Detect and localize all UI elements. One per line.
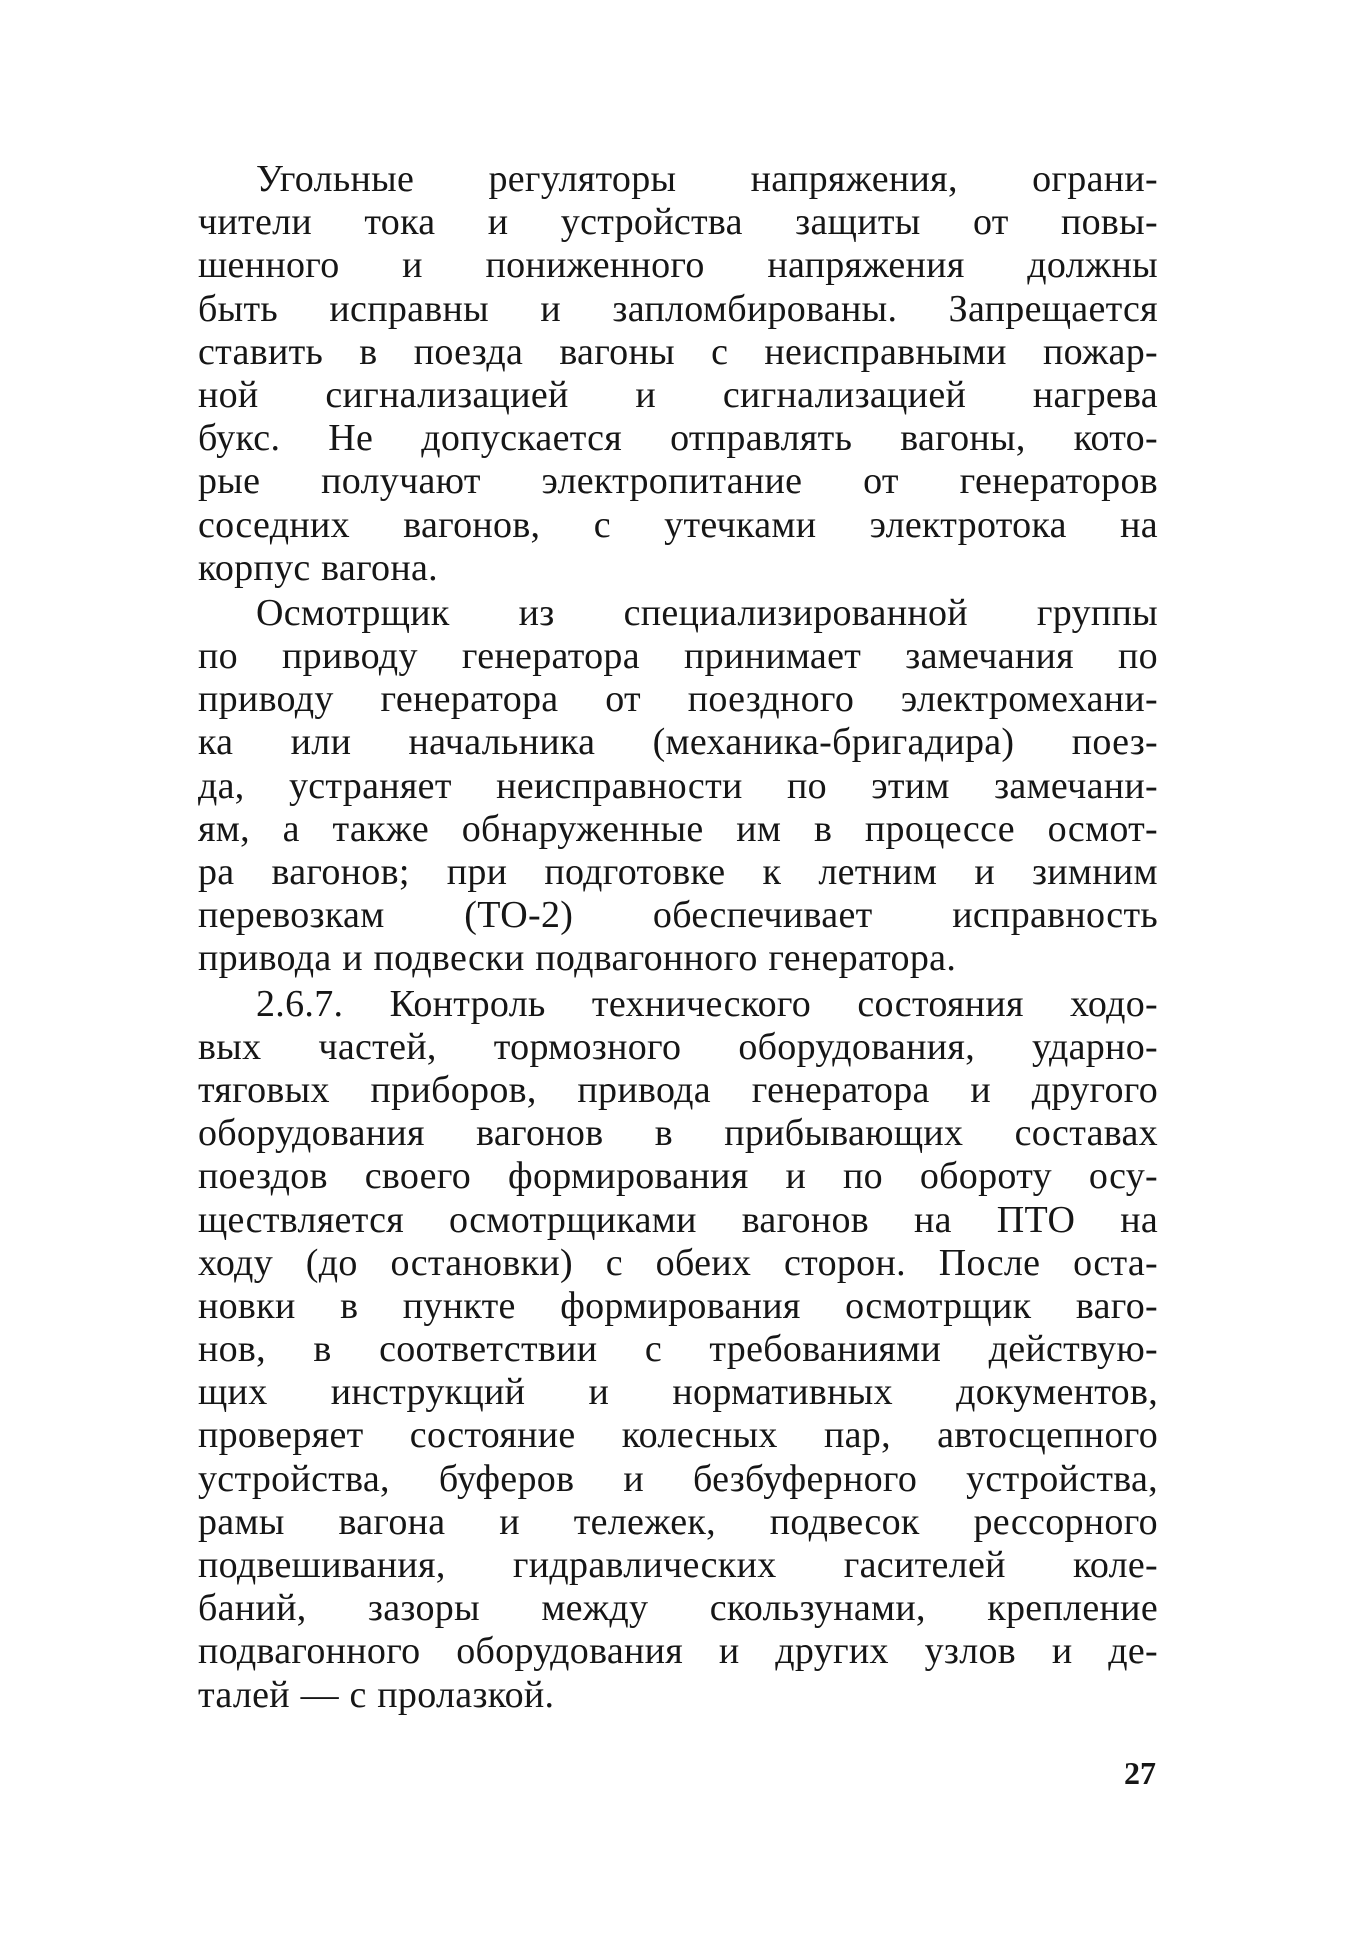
word: и xyxy=(540,287,562,330)
text-line xyxy=(198,894,1158,937)
word: с xyxy=(349,1673,367,1716)
word: вагонов, xyxy=(403,503,541,546)
word: приводу xyxy=(282,635,418,678)
word: щих xyxy=(198,1371,268,1414)
word: перевозкам xyxy=(198,894,385,937)
word: тормозного xyxy=(493,1025,682,1068)
word: нагрева xyxy=(1032,373,1158,416)
word: и xyxy=(342,937,363,980)
word: рые xyxy=(198,460,261,503)
word: подготовке xyxy=(544,851,726,893)
word: исправны xyxy=(329,287,490,330)
word: других xyxy=(775,1630,889,1673)
word: ям, xyxy=(198,807,250,850)
word: напряжения xyxy=(767,244,965,287)
word: или xyxy=(290,721,352,764)
word: пункте xyxy=(402,1284,516,1327)
word: в xyxy=(340,1284,359,1327)
word: пролазкой. xyxy=(377,1673,555,1716)
word: и xyxy=(588,1371,610,1414)
word: вагонов xyxy=(741,1198,870,1241)
word: от xyxy=(972,201,1009,244)
word: оборудования, xyxy=(738,1025,975,1068)
word: ходу xyxy=(198,1241,273,1284)
word: от xyxy=(605,678,641,721)
word: тока xyxy=(364,201,436,244)
paragraph xyxy=(198,158,1158,590)
word: повы- xyxy=(1061,201,1158,244)
text-line xyxy=(198,547,1158,590)
word: соответствии xyxy=(379,1328,598,1371)
text-line xyxy=(198,765,1158,808)
word: баний, xyxy=(198,1587,307,1630)
text-line xyxy=(198,1112,1158,1155)
word: осу- xyxy=(1088,1155,1158,1198)
word: тележек, xyxy=(573,1500,716,1543)
word: неисправными xyxy=(764,330,1007,373)
text-line xyxy=(198,288,1158,331)
word: частей, xyxy=(318,1025,437,1068)
word: и xyxy=(487,201,509,244)
text-line xyxy=(198,374,1158,417)
text-line xyxy=(198,1328,1158,1371)
paragraph xyxy=(198,592,1158,981)
word: автосцепного xyxy=(937,1414,1158,1457)
word: в xyxy=(313,1328,332,1371)
word: тяговых xyxy=(198,1068,330,1111)
text-line xyxy=(198,1544,1158,1587)
word: по xyxy=(198,635,238,678)
word: замечани- xyxy=(994,764,1158,807)
word: устраняет xyxy=(288,764,452,807)
word: и xyxy=(785,1155,807,1198)
word: в xyxy=(359,330,378,373)
word: на xyxy=(913,1198,952,1241)
word: ществляется xyxy=(198,1198,405,1241)
word: Контроль xyxy=(389,982,546,1025)
word: крепление xyxy=(987,1587,1158,1630)
word: в xyxy=(654,1112,673,1155)
text-line xyxy=(198,331,1158,374)
word: генератора xyxy=(461,635,640,678)
word: поездного xyxy=(687,678,855,721)
word: начальника xyxy=(408,721,596,764)
word: по xyxy=(843,1155,883,1198)
word: напряжения, xyxy=(750,158,958,200)
word: безбуферного xyxy=(692,1457,918,1500)
text-line xyxy=(198,1242,1158,1285)
word: осмотрщиками xyxy=(448,1198,697,1241)
word: вых xyxy=(198,1025,262,1068)
word: поез- xyxy=(1071,721,1158,764)
word: де- xyxy=(1108,1630,1158,1673)
word: формирования xyxy=(560,1284,801,1327)
text-line xyxy=(198,504,1158,547)
word: при xyxy=(446,851,508,893)
word: ударно- xyxy=(1032,1025,1158,1068)
word: действую- xyxy=(988,1328,1158,1371)
text-line xyxy=(198,1630,1158,1673)
word: поезда xyxy=(413,330,524,373)
text-line xyxy=(198,937,1158,980)
word: с xyxy=(644,1328,662,1371)
word: буферов xyxy=(438,1457,575,1500)
word: подвагонного xyxy=(535,937,758,980)
word: обнаруженные xyxy=(461,807,704,850)
word: обороту xyxy=(919,1155,1052,1198)
text-line xyxy=(198,1501,1158,1544)
word: устройства, xyxy=(966,1457,1158,1500)
word: подвесок xyxy=(769,1500,920,1543)
text-line xyxy=(198,1199,1158,1242)
word: неисправности xyxy=(496,764,743,807)
word: Осмотрщик xyxy=(256,591,450,634)
word: с xyxy=(711,330,729,373)
word: отправлять xyxy=(670,417,853,460)
word: — xyxy=(300,1673,339,1716)
word: вагона xyxy=(338,1500,446,1543)
word: коле- xyxy=(1072,1544,1158,1586)
word: а xyxy=(282,807,300,850)
word: на xyxy=(1120,1198,1158,1241)
word: по xyxy=(1118,635,1158,678)
word: приборов, xyxy=(370,1068,537,1111)
word: пониженного xyxy=(485,244,705,287)
word: Не xyxy=(328,417,374,460)
word: колесных xyxy=(621,1414,778,1457)
word: по xyxy=(786,764,827,807)
text-line xyxy=(198,1285,1158,1328)
word: из xyxy=(518,591,555,634)
text-line xyxy=(198,1414,1158,1457)
word: составах xyxy=(1014,1112,1158,1155)
text-line xyxy=(198,201,1158,244)
word: подвагонного xyxy=(198,1630,421,1673)
word: защиты xyxy=(795,201,921,244)
text-line xyxy=(198,417,1158,460)
text-line xyxy=(198,678,1158,721)
word: проверяет xyxy=(198,1414,364,1457)
word: осмот- xyxy=(1047,807,1158,850)
text-line xyxy=(198,1371,1158,1414)
word: сторон. xyxy=(784,1241,906,1284)
text-line xyxy=(198,721,1158,764)
word: и xyxy=(1051,1630,1073,1673)
word: нов, xyxy=(198,1328,266,1371)
word: в xyxy=(813,807,833,850)
word: пожар- xyxy=(1042,330,1158,373)
word: поездов xyxy=(198,1155,328,1198)
word: корпус xyxy=(198,546,311,589)
word: скользунами, xyxy=(709,1587,926,1630)
word: новки xyxy=(198,1284,296,1327)
word: устройства xyxy=(560,201,743,244)
word: ра xyxy=(198,851,235,893)
word: соседних xyxy=(198,503,350,546)
word: своего xyxy=(364,1155,472,1198)
word: ной xyxy=(198,373,259,416)
text-line xyxy=(198,244,1158,287)
word: Угольные xyxy=(256,158,415,200)
word: принимает xyxy=(683,635,862,678)
word: и xyxy=(970,1068,992,1111)
word: и xyxy=(402,244,423,287)
word: 2.6.7. xyxy=(256,982,344,1025)
word: узлов xyxy=(924,1630,1017,1673)
word: электромехани- xyxy=(900,678,1158,721)
word: чители xyxy=(198,201,313,244)
word: и xyxy=(718,1630,740,1673)
word: генератора xyxy=(751,1068,930,1111)
word: между xyxy=(541,1587,649,1630)
word: им xyxy=(736,807,782,850)
word: ка xyxy=(198,721,234,764)
word: приводу xyxy=(198,678,334,721)
word: другого xyxy=(1031,1068,1158,1111)
word: этим xyxy=(871,764,950,807)
word: привода xyxy=(198,937,332,980)
word: электропитание xyxy=(541,460,803,503)
word: подвески xyxy=(373,937,525,980)
word: вагона. xyxy=(321,546,438,589)
text-line xyxy=(198,158,1158,201)
word: и xyxy=(623,1457,644,1500)
word: Запрещается xyxy=(948,287,1158,330)
word: исправность xyxy=(952,894,1158,937)
body-text xyxy=(198,158,1158,1717)
word: подвешивания, xyxy=(198,1544,446,1586)
word: обеих xyxy=(655,1241,752,1284)
word: вагоны, xyxy=(900,417,1026,460)
word: специализированной xyxy=(623,591,968,634)
word: обеспечивает xyxy=(652,894,873,937)
word: букс. xyxy=(198,417,281,460)
word: также xyxy=(332,807,430,850)
text-line xyxy=(198,1069,1158,1112)
word: гидравлических xyxy=(512,1544,777,1586)
word: генератора. xyxy=(768,937,957,980)
word: ставить xyxy=(198,330,324,373)
page-number: 27 xyxy=(1124,1755,1156,1791)
word: к xyxy=(762,851,782,893)
word: состояние xyxy=(409,1414,576,1457)
text-line xyxy=(198,1155,1158,1198)
word: быть xyxy=(198,287,279,330)
word: инструкций xyxy=(330,1371,526,1414)
word: рессорного xyxy=(973,1500,1158,1543)
word: рамы xyxy=(198,1500,285,1543)
word: процессе xyxy=(864,807,1015,850)
word: требованиями xyxy=(709,1328,942,1371)
word: от xyxy=(863,460,899,503)
word: летним xyxy=(818,851,938,893)
word: гасителей xyxy=(843,1544,1006,1586)
word: генераторов xyxy=(959,460,1158,503)
word: допускается xyxy=(421,417,623,460)
word: После xyxy=(938,1241,1041,1284)
word: с xyxy=(593,503,611,546)
paragraph xyxy=(198,983,1158,1717)
word: запломбированы. xyxy=(612,287,898,330)
word: состояния xyxy=(857,982,1024,1025)
word: вагонов xyxy=(476,1112,604,1155)
word: сигнализацией xyxy=(722,373,967,416)
word: кото- xyxy=(1073,417,1158,460)
text-line xyxy=(198,1587,1158,1630)
word: группы xyxy=(1036,591,1158,634)
word: ограни- xyxy=(1032,158,1158,200)
word: зазоры xyxy=(367,1587,480,1630)
word: сигнализацией xyxy=(325,373,569,416)
text-line xyxy=(198,460,1158,503)
word: (механика-бригадира) xyxy=(652,721,1015,764)
word: регуляторы xyxy=(488,158,677,200)
word: и xyxy=(974,851,995,893)
word: ваго- xyxy=(1075,1284,1158,1327)
word: оборудования xyxy=(198,1112,425,1155)
word: вагоны xyxy=(559,330,675,373)
text-line xyxy=(198,1026,1158,1069)
word: получают xyxy=(321,460,481,503)
word: привода xyxy=(577,1068,711,1111)
word: должны xyxy=(1027,244,1158,287)
text-line xyxy=(198,851,1158,894)
word: документов, xyxy=(956,1371,1158,1414)
word: ПТО xyxy=(996,1198,1076,1241)
word: электротока xyxy=(869,503,1067,546)
text-line xyxy=(198,1458,1158,1501)
word: технического xyxy=(591,982,812,1025)
text-line xyxy=(198,1674,1158,1717)
word: пар, xyxy=(823,1414,891,1457)
word: на xyxy=(1120,503,1158,546)
word: остановки) xyxy=(390,1241,573,1284)
word: зимним xyxy=(1031,851,1158,893)
word: и xyxy=(499,1500,520,1543)
word: (ТО-2) xyxy=(464,894,574,937)
word: (до xyxy=(305,1241,358,1284)
word: талей xyxy=(198,1673,290,1716)
word: генератора xyxy=(380,678,559,721)
word: утечками xyxy=(664,503,817,546)
text-line xyxy=(198,635,1158,678)
word: шенного xyxy=(198,244,340,287)
word: устройства, xyxy=(198,1457,390,1500)
word: ходо- xyxy=(1070,982,1158,1025)
word: да, xyxy=(198,764,245,807)
word: оборудования xyxy=(456,1630,684,1673)
word: и xyxy=(635,373,657,416)
text-line xyxy=(198,592,1158,635)
word: осмотрщик xyxy=(845,1284,1032,1327)
word: вагонов; xyxy=(271,851,410,893)
word: замечания xyxy=(905,635,1074,678)
text-line xyxy=(198,983,1158,1026)
text-line xyxy=(198,808,1158,851)
word: с xyxy=(605,1241,623,1284)
word: оста- xyxy=(1073,1241,1158,1284)
word: прибывающих xyxy=(724,1112,964,1155)
word: формирования xyxy=(508,1155,749,1198)
word: нормативных xyxy=(672,1371,893,1414)
